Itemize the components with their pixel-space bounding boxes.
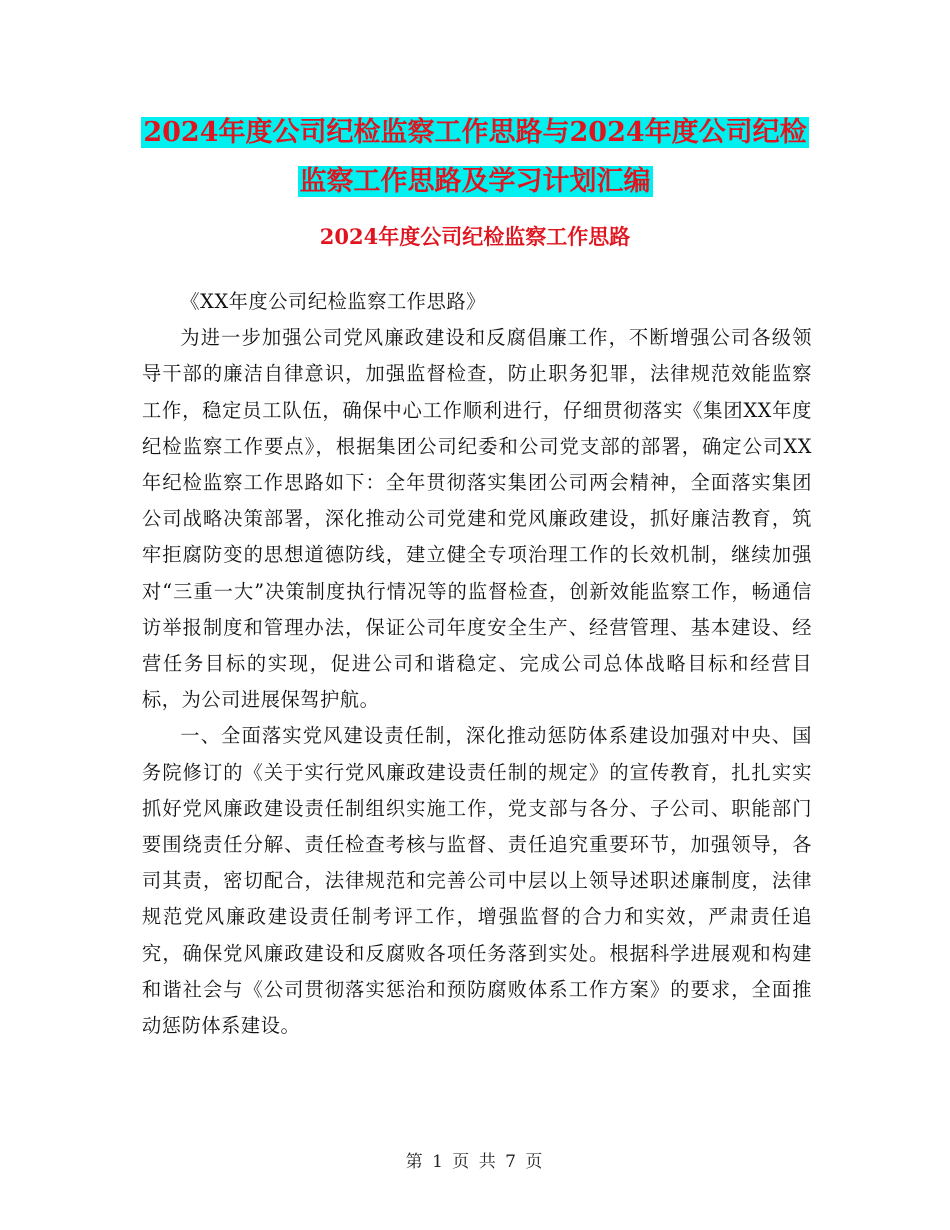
title-line-2: 监察工作思路及学习计划汇编 xyxy=(299,166,651,197)
section-title: 2024年度公司纪检监察工作思路 xyxy=(319,224,631,249)
title-line-1: 2024年度公司纪检监察工作思路与2024年度公司纪检 xyxy=(143,117,807,148)
document-body xyxy=(142,284,812,1044)
page-footer: 第 1 页 共 7 页 xyxy=(405,1152,545,1172)
body-paragraph-1: 《XX年度公司纪检监察工作思路》 xyxy=(180,290,486,313)
document-title xyxy=(140,108,810,206)
body-paragraph-2: 为进一步加强公司党风廉政建设和反腐倡廉工作，不断增强公司各级领导干部的廉洁自律意识，加强监督检查，防止职务犯罪，法律规范效能监察工作，稳定员工队伍，确保中心工作顺利进行，仔细贯彻落实《集团XX年度纪检监察工作要点》，根据集团公司纪委和公司党支部的部署，确定公司XX年纪检监察工作思路如下：全年贯彻落实集团公司两会精神，全面落实集团公司战略决策部署，深化推动公司党建和党风廉政建设，抓好廉洁教育，筑牢拒腐防变的思想道德防线，建立健全专项治理工作的长效机制，继续加强对“三重一大”决策制度执行情况等的监督检查，创新效能监察工作，畅通信访举报制度和管理办法，保证公司年度安全生产、经营管理、基本建设、经营任务目标的实现，促进公司和谐稳定、完成公司总体战略目标和经营目标，为公司进展保驾护航。 xyxy=(142,326,812,712)
body-paragraph-3: 一、全面落实党风建设责任制，深化推动惩防体系建设加强对中央、国务院修订的《关于实行党风廉政建设责任制的规定》的宣传教育，扎扎实实抓好党风廉政建设责任制组织实施工作，党支部与各分、子公司、职能部门要围绕责任分解、责任检查考核与监督、责任追究重要环节，加强领导，各司其责，密切配合，法律规范和完善公司中层以上领导述职述廉制度，法律规范党风廉政建设责任制考评工作，增强监督的合力和实效，严肃责任追究，确保党风廉政建设和反腐败各项任务落到实处。根据科学进展观和构建和谐社会与《公司贯彻落实惩治和预防腐败体系工作方案》的要求，全面推动惩防体系建设。 xyxy=(142,724,812,1038)
